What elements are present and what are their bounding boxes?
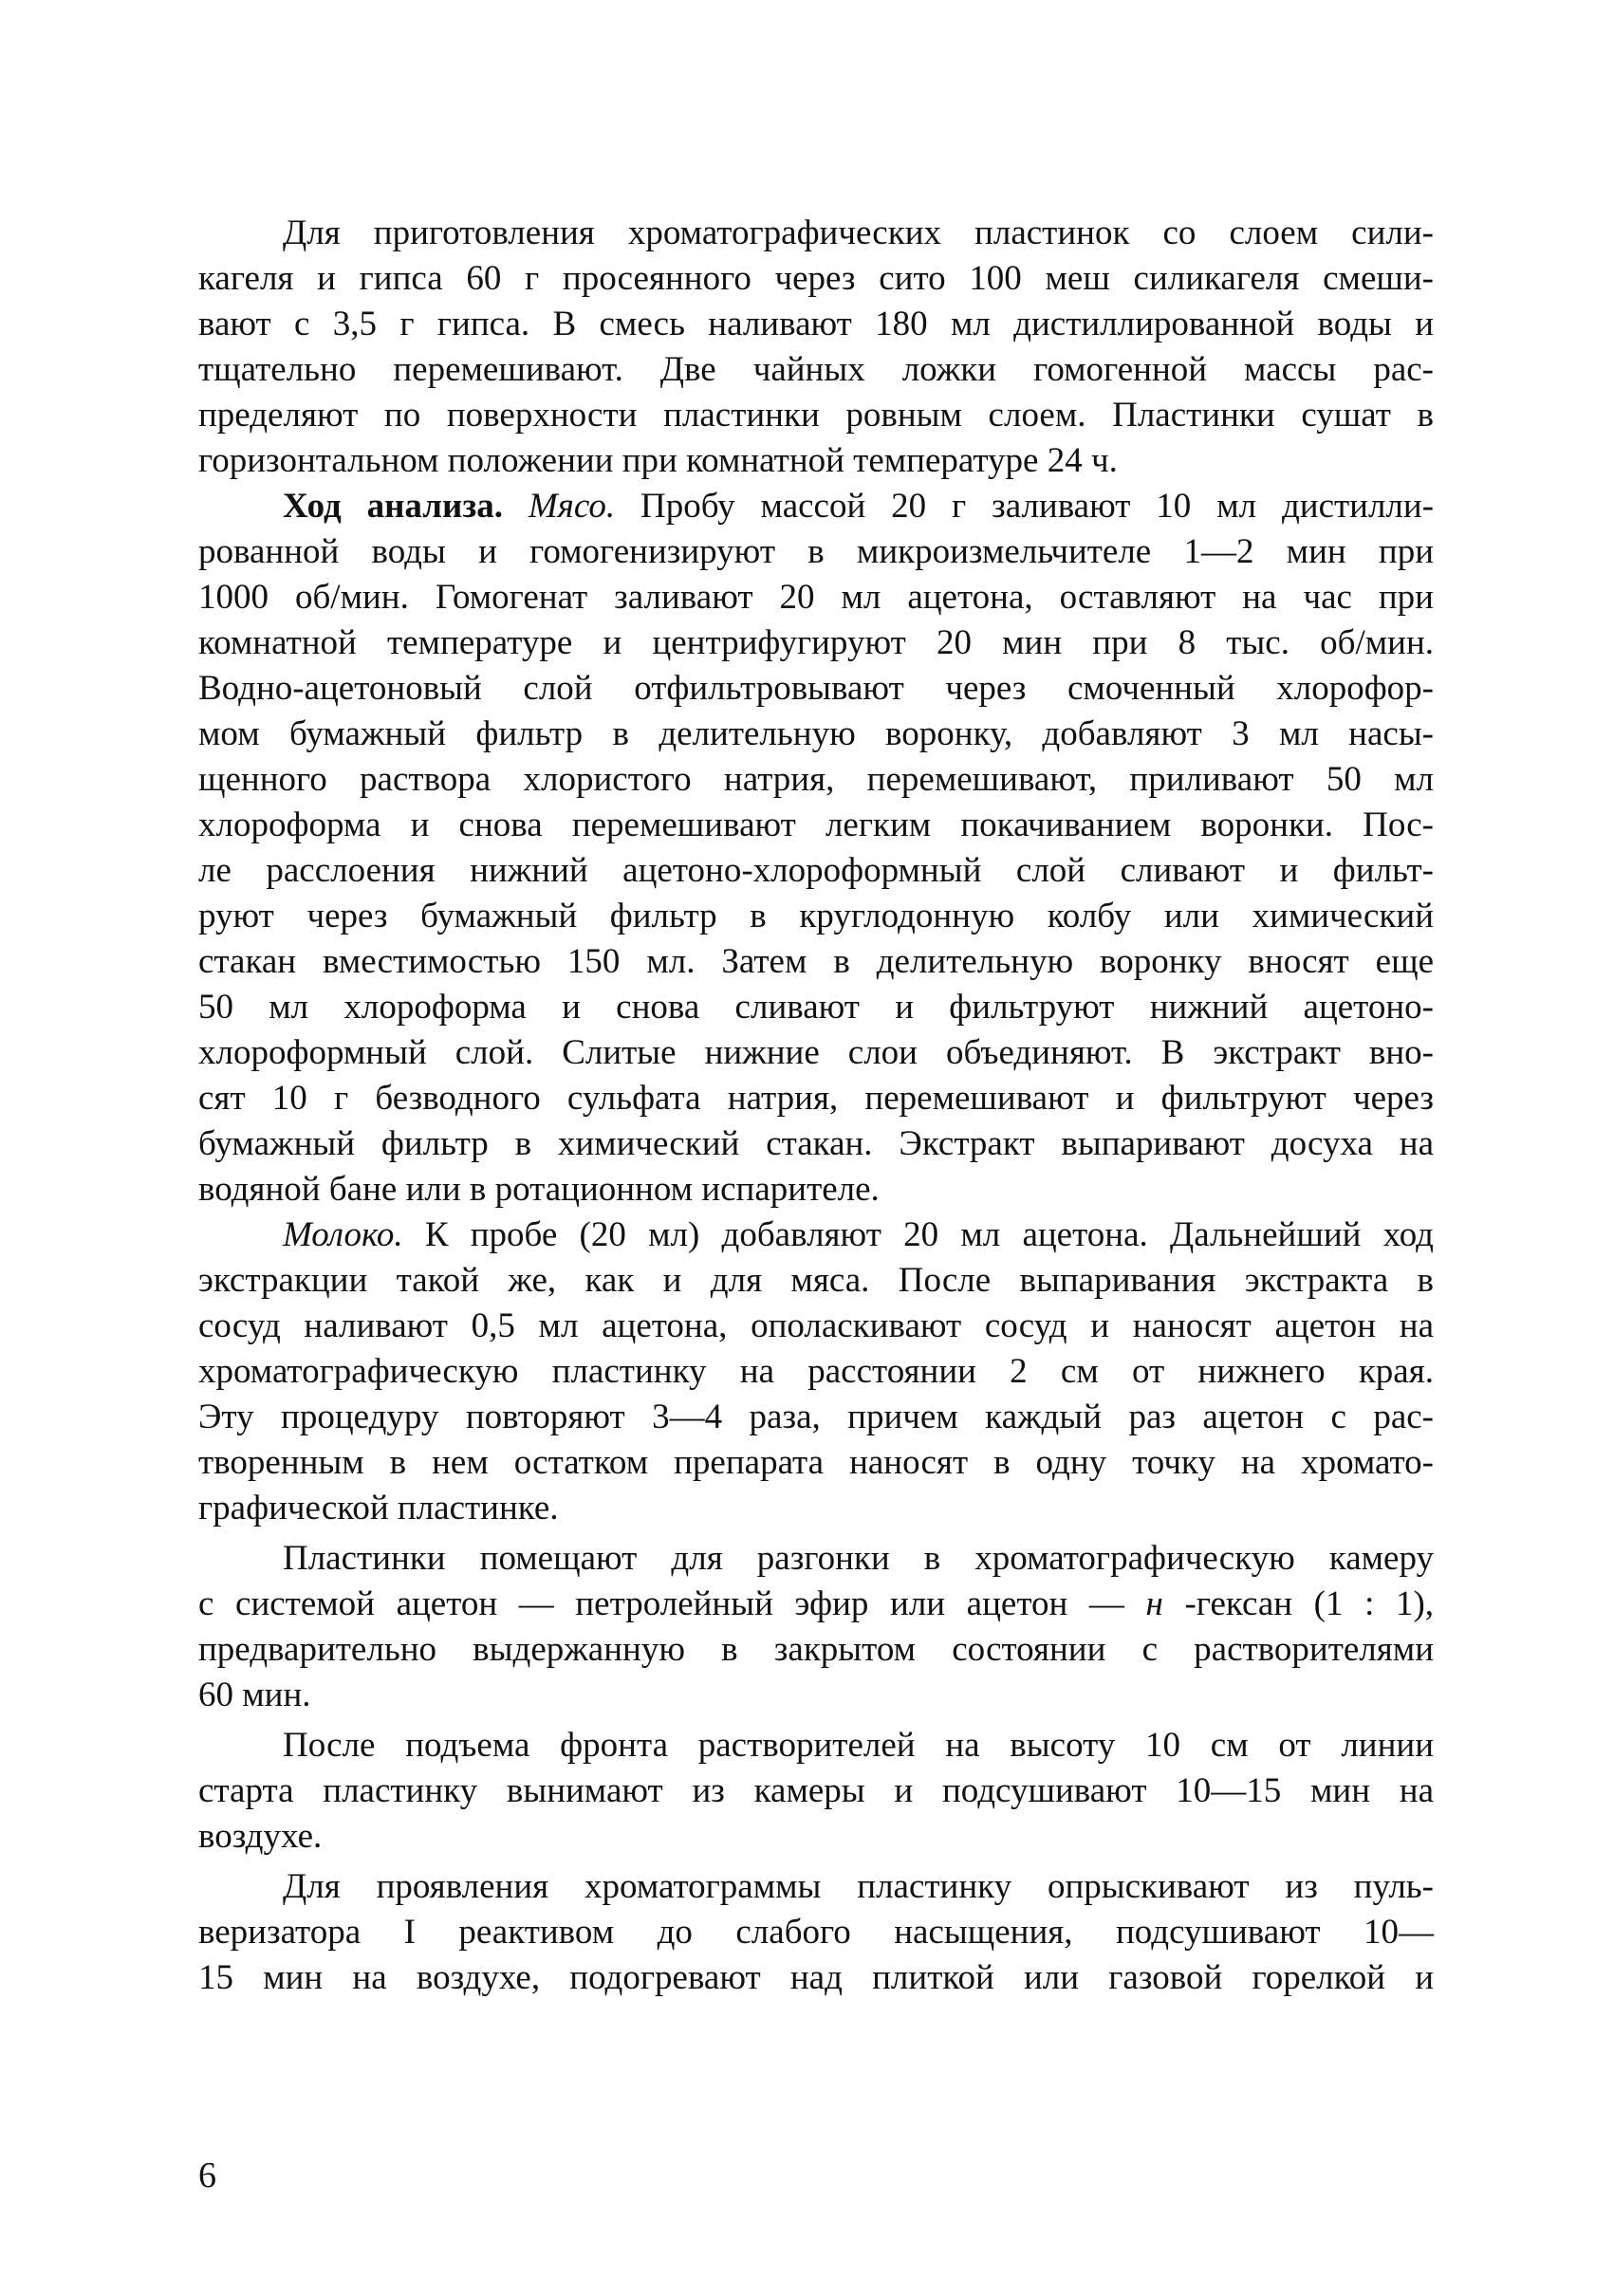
text-line: графической пластинке. [198,1489,559,1528]
text-line: бумажный фильтр в химический стакан. Экстракт выпаривают досуха на [198,1124,1434,1163]
text-line: Эту процедуру повторяют 3—4 раза, причем каждый раз ацетон с рас- [198,1398,1434,1436]
text-line: ле расслоения нижний ацетоно-хлороформный слой сливают и фильт- [198,851,1434,890]
text-line: Для проявления хроматограммы пластинку опрыскивают из пуль- [283,1867,1434,1906]
text-line: пределяют по поверхности пластинки ровным слоем. Пластинки сушат в [198,396,1434,435]
text-run: с системой ацетон — петролейный эфир или ацетон — [198,1584,1146,1623]
text-line: хроматографическую пластинку на расстоянии 2 см от нижнего края. [198,1352,1434,1391]
text-run: Пробу массой 20 г заливают 10 мл дистилли- [640,487,1435,526]
text-line: Водно-ацетоновый слой отфильтровывают через смоченный хлорофор- [198,669,1434,708]
text-line: экстракции такой же, как и для мяса. После выпаривания экстракта в [198,1261,1434,1300]
text-line: водяной бане или в ротационном испарителе. [198,1170,880,1209]
text-line: сят 10 г безводного сульфата натрия, перемешивают и фильтруют через [198,1079,1434,1118]
text-line: рованной воды и гомогенизируют в микроизмельчителе 1—2 мин при [198,532,1434,571]
text-line: сосуд наливают 0,5 мл ацетона, ополаскивают сосуд и наносят ацетон на [198,1306,1434,1345]
paragraph [198,1864,1434,2001]
text-run: -гексан (1 : 1), [1184,1584,1435,1623]
text-line: Для приготовления хроматографических пластинок со слоем сили- [283,213,1434,252]
text-line: 50 мл хлороформа и снова сливают и фильтруют нижний ацетоно- [198,988,1434,1027]
text-line: 15 мин на воздухе, подогревают над плиткой или газовой горелкой и [198,1958,1434,1997]
page-number: 6 [198,2156,216,2195]
italic-term: Мясо. [528,487,616,526]
text-line [198,484,1434,529]
paragraph [198,1536,1434,1718]
text-line: руют через бумажный фильтр в круглодонную колбу или химический [198,897,1434,935]
text-line: Пластинки помещают для разгонки в хроматографическую камеру [283,1539,1434,1578]
text-line: воздухе. [198,1817,323,1856]
paragraph [198,1723,1434,1860]
text-line: хлороформный слой. Слитые нижние слои объединяют. В экстракт вно- [198,1033,1434,1072]
text-line: 1000 об/мин. Гомогенат заливают 20 мл ацетона, оставляют на час при [198,578,1434,617]
text-line: мом бумажный фильтр в делительную воронку, добавляют 3 мл насы- [198,714,1434,753]
text-line [198,1213,1434,1258]
text-line: веризатора I реактивом до слабого насыщения, подсушивают 10— [198,1913,1434,1952]
text-line: старта пластинку вынимают из камеры и подсушивают 10—15 мин на [198,1771,1434,1810]
text-line: кагеля и гипса 60 г просеянного через сито 100 меш силикагеля смеши- [198,259,1434,298]
text-line: творенным в нем остатком препарата наносят в одну точку на хромато- [198,1443,1434,1482]
text-line: 60 мин. [198,1676,311,1714]
text-line: стакан вместимостью 150 мл. Затем в делительную воронку вносят еще [198,942,1434,981]
text-line: хлороформа и снова перемешивают легким покачиванием воронки. Пос- [198,805,1434,844]
text-line [198,1582,1434,1627]
bold-heading: Ход анализа. [283,487,529,526]
body-text [198,211,1434,2001]
paragraph [198,211,1434,484]
paragraph [198,1213,1434,1531]
text-line: предварительно выдержанную в закрытом состоянии с растворителями [198,1630,1434,1669]
text-line: вают с 3,5 г гипса. В смесь наливают 180 мл дистиллированной воды и [198,305,1434,343]
text-line: щенного раствора хлористого натрия, перемешивают, приливают 50 мл [198,760,1434,799]
italic-term: Молоко. [283,1215,403,1254]
paragraph [198,484,1434,1213]
text-run: К пробе (20 мл) добавляют 20 мл ацетона. Дальнейший ход [402,1215,1434,1254]
text-line: комнатной температуре и центрифугируют 20 мин при 8 тыс. об/мин. [198,623,1434,662]
text-line: тщательно перемешивают. Две чайных ложки гомогенной массы рас- [198,350,1434,389]
italic-term: н [1145,1584,1163,1623]
text-line: После подъема фронта растворителей на высоту 10 см от линии [283,1726,1434,1765]
text-line: горизонтальном положении при комнатной температуре 24 ч. [198,441,1118,480]
